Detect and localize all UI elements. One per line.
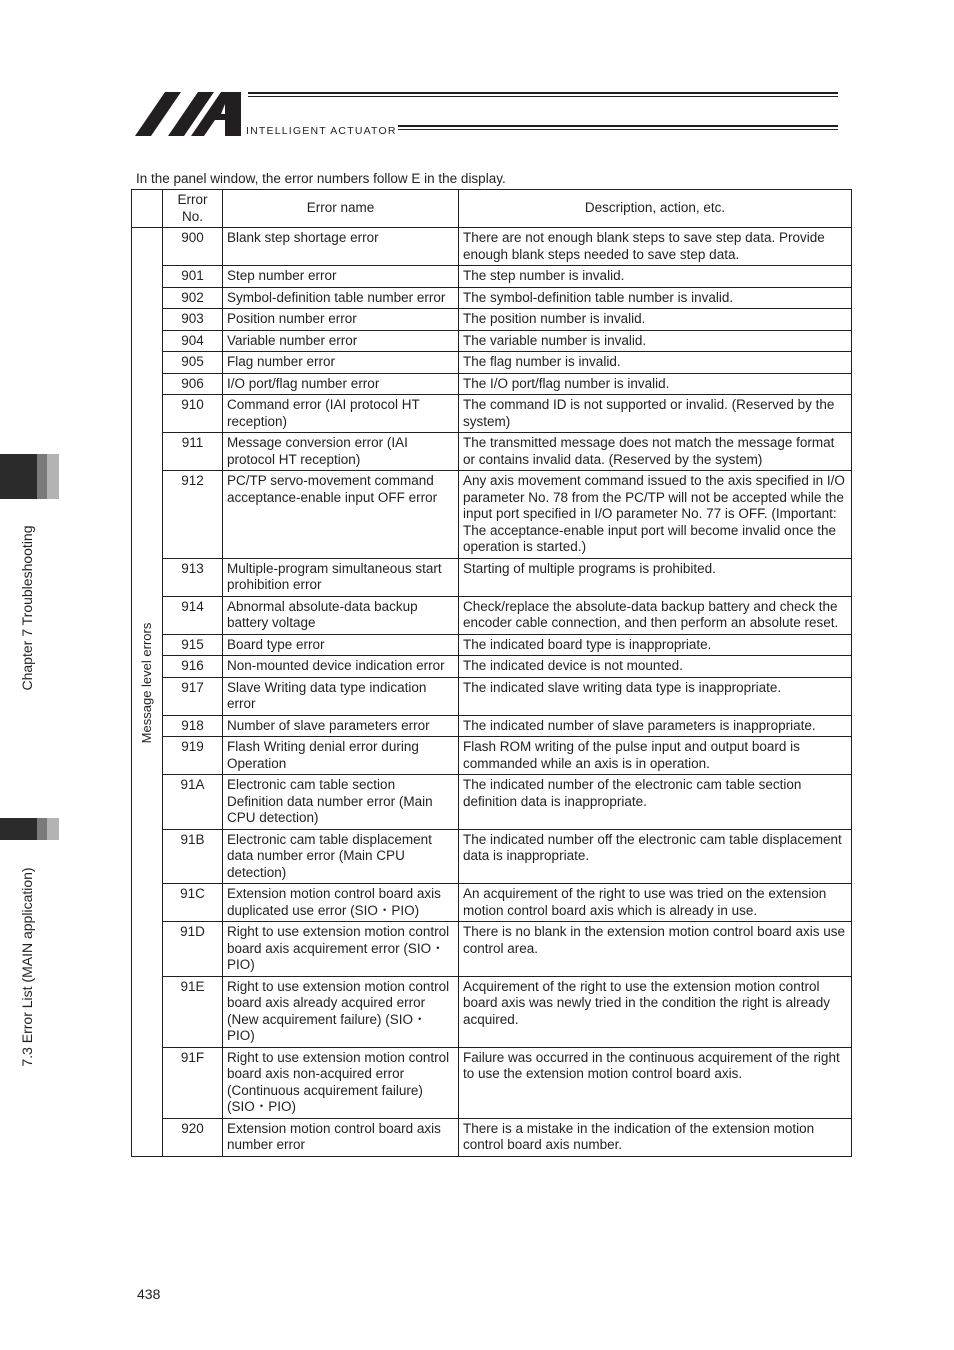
error-name-cell: Variable number error — [223, 330, 459, 352]
group-header-cell — [132, 190, 163, 228]
error-description-cell: The position number is invalid. — [459, 309, 852, 331]
error-name-cell: Extension motion control board axis number error — [223, 1118, 459, 1156]
error-name-cell: Non-mounted device indication error — [223, 656, 459, 678]
table-row — [132, 266, 852, 288]
error-name-cell: Step number error — [223, 266, 459, 288]
error-description-cell: Failure was occurred in the continuous acquirement of the right to use the extension motion control board axis. — [459, 1047, 852, 1118]
table-row — [132, 775, 852, 830]
table-row — [132, 471, 852, 559]
header-description: Description, action, etc. — [459, 190, 852, 228]
error-number-cell: 902 — [163, 287, 223, 309]
error-number-cell: 904 — [163, 330, 223, 352]
error-description-cell: There are not enough blank steps to save step data. Provide enough blank steps needed to save step data. — [459, 228, 852, 266]
header-rule — [248, 96, 838, 97]
error-name-cell: Position number error — [223, 309, 459, 331]
header-rule — [398, 125, 838, 127]
error-table — [131, 189, 852, 1157]
error-number-cell: 91C — [163, 884, 223, 922]
error-description-cell: Any axis movement command issued to the axis specified in I/O parameter No. 78 from the PC/TP will not be accepted while the input port specified in I/O parameter No. 77 is OFF. (Important: The acceptance-enable input port will become invalid once the operation is started.) — [459, 471, 852, 559]
error-description-cell: The indicated number of the electronic cam table section definition data is inappropriate. — [459, 775, 852, 830]
error-number-cell: 910 — [163, 395, 223, 433]
error-description-cell: The indicated board type is inappropriate. — [459, 634, 852, 656]
error-description-cell: The step number is invalid. — [459, 266, 852, 288]
table-row — [132, 715, 852, 737]
error-name-cell: Flash Writing denial error during Operation — [223, 737, 459, 775]
table-row — [132, 829, 852, 884]
error-name-cell: Flag number error — [223, 352, 459, 374]
chapter-label: Chapter 7 Troubleshooting — [19, 525, 35, 691]
table-row — [132, 395, 852, 433]
error-number-cell: 906 — [163, 373, 223, 395]
table-row — [132, 976, 852, 1047]
error-number-cell: 91F — [163, 1047, 223, 1118]
table-row — [132, 884, 852, 922]
error-name-cell: I/O port/flag number error — [223, 373, 459, 395]
error-name-cell: Right to use extension motion control board axis non-acquired error (Continuous acquirement failure) (SIO・PIO) — [223, 1047, 459, 1118]
table-row — [132, 433, 852, 471]
error-name-cell: Slave Writing data type indication error — [223, 677, 459, 715]
error-description-cell: The indicated number of slave parameters is inappropriate. — [459, 715, 852, 737]
header-error-name: Error name — [223, 190, 459, 228]
table-row — [132, 922, 852, 977]
error-name-cell: Symbol-definition table number error — [223, 287, 459, 309]
error-number-cell: 905 — [163, 352, 223, 374]
error-name-cell: Multiple-program simultaneous start prohibition error — [223, 558, 459, 596]
error-name-cell: Electronic cam table section Definition data number error (Main CPU detection) — [223, 775, 459, 830]
header-error-no: Error No. — [163, 190, 223, 228]
table-row — [132, 373, 852, 395]
error-description-cell: The flag number is invalid. — [459, 352, 852, 374]
error-name-cell: Right to use extension motion control board axis acquirement error (SIO・PIO) — [223, 922, 459, 977]
error-number-cell: 918 — [163, 715, 223, 737]
error-description-cell: Acquirement of the right to use the extension motion control board axis was newly tried in the condition the right is already acquired. — [459, 976, 852, 1047]
error-name-cell: PC/TP servo-movement command acceptance-enable input OFF error — [223, 471, 459, 559]
group-label: Message level errors — [138, 622, 154, 744]
error-description-cell: Check/replace the absolute-data backup battery and check the encoder cable connection, and then perform an absolute reset. — [459, 596, 852, 634]
error-number-cell: 915 — [163, 634, 223, 656]
error-description-cell: The transmitted message does not match the message format or contains invalid data. (Reserved by the system) — [459, 433, 852, 471]
chapter-tab-marker — [0, 454, 59, 499]
table-row — [132, 634, 852, 656]
group-cell — [132, 228, 163, 1157]
table-row — [132, 330, 852, 352]
table-row — [132, 287, 852, 309]
error-description-cell: There is a mistake in the indication of the extension motion control board axis number. — [459, 1118, 852, 1156]
table-row — [132, 1047, 852, 1118]
error-description-cell: The indicated slave writing data type is inappropriate. — [459, 677, 852, 715]
error-name-cell: Command error (IAI protocol HT reception) — [223, 395, 459, 433]
error-number-cell: 91A — [163, 775, 223, 830]
section-label: 7.3 Error List (MAIN application) — [19, 867, 35, 1067]
error-number-cell: 916 — [163, 656, 223, 678]
iai-logo — [135, 90, 245, 136]
header-rule — [398, 129, 838, 130]
error-description-cell: Starting of multiple programs is prohibited. — [459, 558, 852, 596]
header-rule — [248, 92, 838, 94]
error-description-cell: The symbol-definition table number is invalid. — [459, 287, 852, 309]
error-name-cell: Message conversion error (IAI protocol HT reception) — [223, 433, 459, 471]
error-description-cell: There is no blank in the extension motion control board axis use control area. — [459, 922, 852, 977]
table-row — [132, 309, 852, 331]
table-row — [132, 228, 852, 266]
section-tab-marker — [0, 818, 59, 840]
table-row — [132, 352, 852, 374]
error-name-cell: Board type error — [223, 634, 459, 656]
error-name-cell: Number of slave parameters error — [223, 715, 459, 737]
table-row — [132, 1118, 852, 1156]
table-header-row — [132, 190, 852, 228]
error-name-cell: Abnormal absolute-data backup battery voltage — [223, 596, 459, 634]
error-number-cell: 903 — [163, 309, 223, 331]
error-number-cell: 91E — [163, 976, 223, 1047]
error-description-cell: The command ID is not supported or invalid. (Reserved by the system) — [459, 395, 852, 433]
error-number-cell: 91B — [163, 829, 223, 884]
error-description-cell: An acquirement of the right to use was tried on the extension motion control board axis which is already in use. — [459, 884, 852, 922]
error-number-cell: 920 — [163, 1118, 223, 1156]
error-name-cell: Blank step shortage error — [223, 228, 459, 266]
table-row — [132, 558, 852, 596]
error-name-cell: Extension motion control board axis duplicated use error (SIO・PIO) — [223, 884, 459, 922]
error-description-cell: The indicated number off the electronic cam table displacement data is inappropriate. — [459, 829, 852, 884]
error-number-cell: 913 — [163, 558, 223, 596]
intro-text: In the panel window, the error numbers follow E in the display. — [136, 171, 506, 186]
error-description-cell: The indicated device is not mounted. — [459, 656, 852, 678]
page-number: 438 — [137, 1286, 161, 1302]
error-number-cell: 919 — [163, 737, 223, 775]
error-description-cell: The I/O port/flag number is invalid. — [459, 373, 852, 395]
error-description-cell: Flash ROM writing of the pulse input and output board is commanded while an axis is in operation. — [459, 737, 852, 775]
table-row — [132, 737, 852, 775]
error-number-cell: 91D — [163, 922, 223, 977]
error-number-cell: 900 — [163, 228, 223, 266]
error-number-cell: 901 — [163, 266, 223, 288]
error-description-cell: The variable number is invalid. — [459, 330, 852, 352]
error-number-cell: 912 — [163, 471, 223, 559]
table-row — [132, 596, 852, 634]
error-number-cell: 917 — [163, 677, 223, 715]
table-row — [132, 677, 852, 715]
error-number-cell: 911 — [163, 433, 223, 471]
error-name-cell: Electronic cam table displacement data number error (Main CPU detection) — [223, 829, 459, 884]
error-name-cell: Right to use extension motion control board axis already acquired error (New acquirement failure) (SIO・PIO) — [223, 976, 459, 1047]
error-number-cell: 914 — [163, 596, 223, 634]
brand-text: INTELLIGENT ACTUATOR — [246, 125, 397, 137]
table-row — [132, 656, 852, 678]
